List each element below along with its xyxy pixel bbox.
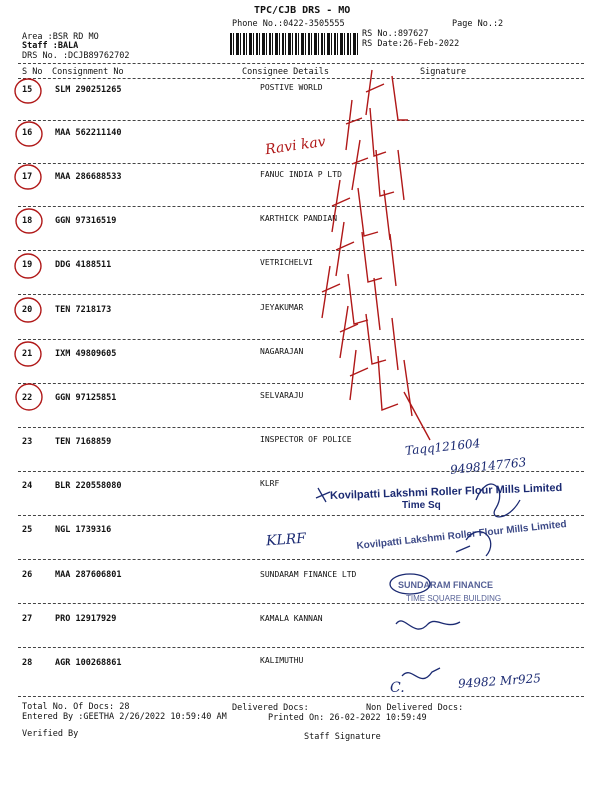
row-consignment: SLM 290251265 xyxy=(55,85,122,95)
row-sno: 25 xyxy=(22,525,33,535)
row-sno: 17 xyxy=(22,172,33,182)
row-consignee: KAMALA KANNAN xyxy=(260,614,323,623)
signature-scribble xyxy=(396,621,460,629)
row-consignment: NGL 1739316 xyxy=(55,525,112,535)
verified-by: Verified By xyxy=(22,729,79,739)
staff-signature: Staff Signature xyxy=(304,732,381,742)
signature-scribble xyxy=(476,484,520,517)
handwritten-phone: 94982 Mr925 xyxy=(457,671,542,691)
row-consignment: TEN 7218173 xyxy=(55,305,112,315)
stamp-outline xyxy=(390,574,430,594)
row-consignment: IXM 49809605 xyxy=(55,349,117,359)
delivered-docs: Delivered Docs: xyxy=(232,703,309,713)
row-consignment: TEN 7168859 xyxy=(55,437,112,447)
area-label: Area :BSR RD MO xyxy=(22,32,99,42)
page-number: Page No.:2 xyxy=(452,19,504,29)
row-consignee: SUNDARAM FINANCE LTD xyxy=(260,570,357,579)
row-consignment: GGN 97125851 xyxy=(55,393,117,403)
staff-label: Staff :BALA xyxy=(22,41,79,51)
handwritten-signature: C. xyxy=(390,680,405,696)
row-consignment: PRO 12917929 xyxy=(55,614,117,624)
row-consignment: GGN 97316519 xyxy=(55,216,117,226)
row-sno: 26 xyxy=(22,570,33,580)
rs-date: RS Date:26-Feb-2022 xyxy=(362,39,460,49)
company-stamp: Kovilpatti Lakshmi Roller Flour Mills Limited xyxy=(329,481,563,503)
non-delivered-docs: Non Delivered Docs: xyxy=(366,703,464,713)
row-consignment: MAA 562211140 xyxy=(55,128,122,138)
row-sno: 15 xyxy=(22,85,33,95)
col-consignee: Consignee Details xyxy=(242,67,329,77)
handwritten-klrf: KLRF xyxy=(265,530,307,550)
row-sno: 20 xyxy=(22,305,33,315)
row-sno: 27 xyxy=(22,614,33,624)
row-consignee: VETRICHELVI xyxy=(260,258,313,267)
row-consignee: FANUC INDIA P LTD xyxy=(260,170,342,179)
handwritten-phone: Taqq121604 xyxy=(404,436,481,458)
row-consignee: KARTHICK PANDIAN xyxy=(260,214,338,223)
company-stamp: Kovilpatti Lakshmi Roller Flour Mills Limited xyxy=(356,518,568,553)
row-consignee: KALIMUTHU xyxy=(260,656,304,665)
total-docs: Total No. Of Docs: 28 xyxy=(22,702,130,712)
row-consignment: MAA 287606801 xyxy=(55,570,122,580)
handwritten-name: Ravi kav xyxy=(264,133,327,159)
row-consignee: JEYAKUMAR xyxy=(260,303,304,312)
row-sno: 19 xyxy=(22,260,33,270)
row-sno: 16 xyxy=(22,128,33,138)
phone-number: Phone No.:0422-3505555 xyxy=(232,19,345,29)
row-consignment: BLR 220558080 xyxy=(55,481,122,491)
row-consignee: KLRF xyxy=(260,479,280,488)
company-stamp: Time Sq xyxy=(402,500,441,511)
rs-number: RS No.:897627 xyxy=(362,29,429,39)
report-title: TPC/CJB DRS - MO xyxy=(254,5,351,16)
company-stamp: SUNDARAM FINANCE xyxy=(398,580,493,590)
row-sno: 23 xyxy=(22,437,33,447)
col-signature: Signature xyxy=(420,67,467,77)
signature-scribble xyxy=(316,488,330,502)
row-consignment: MAA 286688533 xyxy=(55,172,122,182)
entered-by: Entered By :GEETHA 2/26/2022 10:59:40 AM xyxy=(22,712,227,722)
col-sno: S No xyxy=(22,67,43,77)
drs-number: DRS No. :DCJB89762702 xyxy=(22,51,130,61)
row-sno: 28 xyxy=(22,658,33,668)
printed-on: Printed On: 26-02-2022 10:59:49 xyxy=(268,713,427,723)
row-consignment: DDG 4188511 xyxy=(55,260,112,270)
row-sno: 21 xyxy=(22,349,33,359)
row-sno: 22 xyxy=(22,393,33,403)
handwritten-phone: 9498147763 xyxy=(449,455,527,477)
company-stamp: TIME SQUARE BUILDING xyxy=(406,594,502,603)
col-consignment: Consignment No xyxy=(52,67,124,77)
row-sno: 24 xyxy=(22,481,33,491)
signature-scribble xyxy=(402,668,440,679)
row-sno: 18 xyxy=(22,216,33,226)
row-consignee: NAGARAJAN xyxy=(260,347,304,356)
row-consignment: AGR 100268861 xyxy=(55,658,122,668)
signature-scribble xyxy=(456,532,491,556)
row-consignee: SELVARAJU xyxy=(260,391,304,400)
row-consignee: INSPECTOR OF POLICE xyxy=(260,435,352,444)
row-consignee: POSTIVE WORLD xyxy=(260,83,323,92)
